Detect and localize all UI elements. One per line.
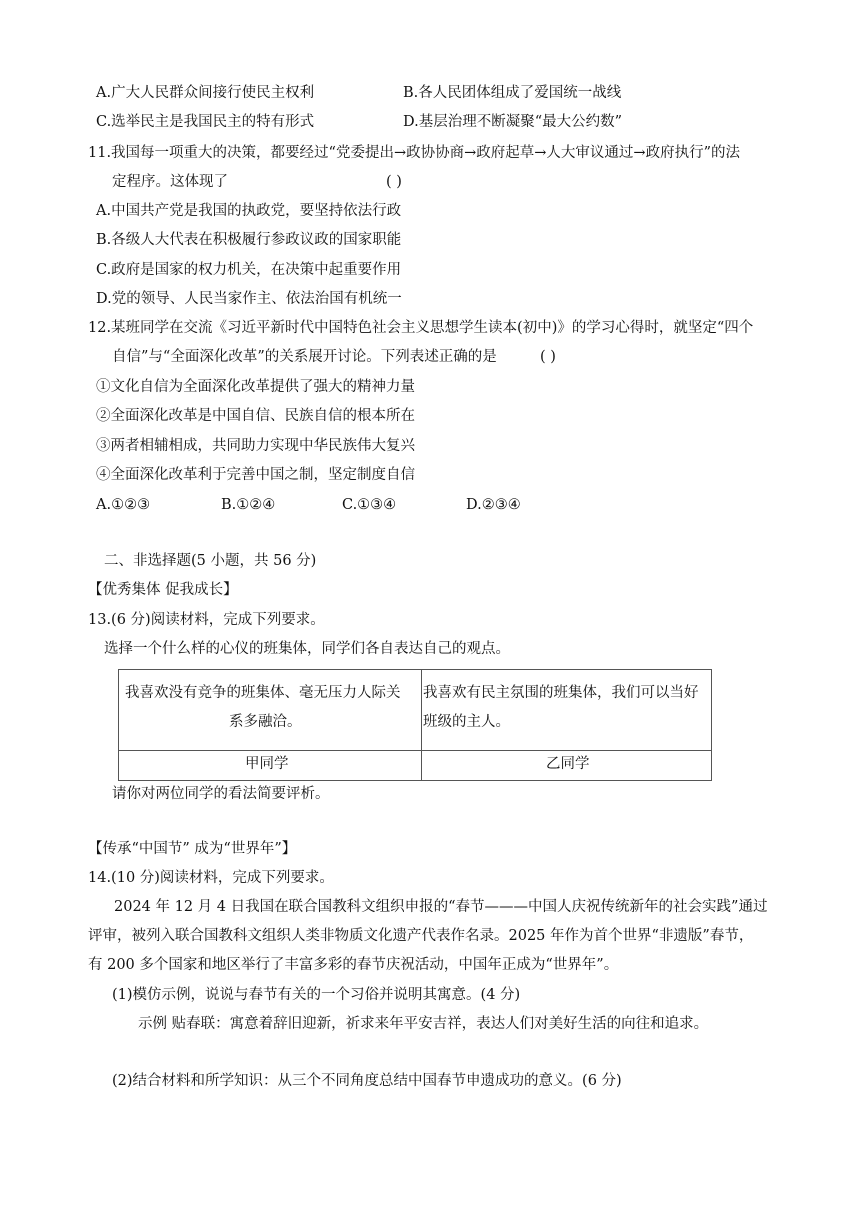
q12-answer-bracket: ( ) — [540, 349, 556, 365]
q11-stem-line1: 11.我国每一项重大的决策，都要经过“党委提出→政协协商→政府起草→人大审议通过→政府执行”的法 — [88, 145, 740, 161]
q11-option-c: C.政府是国家的权力机关，在决策中起重要作用 — [96, 262, 402, 278]
q10-option-d: D.基层治理不断凝聚“最大公约数” — [403, 114, 623, 130]
q12-statement-2: ②全面深化改革是中国自信、民族自信的根本所在 — [96, 408, 415, 424]
q12-option-b: B.①②④ — [221, 497, 276, 513]
q14-material-line2: 评审，被列入联合国教科文组织人类非物质文化遗产代表作名录。2025 年作为首个世界“非遗版”春节， — [88, 928, 754, 944]
q14-material-line3: 有 200 多个国家和地区举行了丰富多彩的春节庆祝活动，中国年正成为“世界年”。 — [88, 957, 619, 973]
table-cell-student-jia: 甲同学 — [245, 756, 289, 772]
topic-heading-collective: 【优秀集体 促我成长】 — [88, 582, 238, 598]
q12-stem-line2: 自信”与“全面深化改革”的关系展开讨论。下列表述正确的是 — [112, 349, 497, 365]
table-divider-horizontal — [119, 750, 711, 751]
q11-option-a: A.中国共产党是我国的执政党，要坚持依法行政 — [96, 203, 402, 219]
q13-stem: 13.(6 分)阅读材料，完成下列要求。 — [88, 612, 325, 628]
table-cell-right-line1: 我喜欢有民主氛围的班集体，我们可以当好 — [423, 685, 699, 701]
q12-option-c: C.①③④ — [342, 497, 397, 513]
table-cell-left-line2: 系多融洽。 — [229, 714, 302, 730]
q13-ask: 请你对两位同学的看法简要评析。 — [112, 786, 330, 802]
q12-stem-line1: 12.某班同学在交流《习近平新时代中国特色社会主义思想学生读本(初中)》的学习心得时，就坚定“四个 — [88, 320, 754, 336]
table-cell-left-line1: 我喜欢没有竞争的班集体、毫无压力人际关 — [125, 685, 401, 701]
topic-heading-spring-festival: 【传承“中国节” 成为“世界年”】 — [88, 841, 297, 857]
q10-option-c: C.选举民主是我国民主的特有形式 — [96, 114, 315, 130]
q14-example: 示例 贴春联：寓意着辞旧迎新，祈求来年平安吉祥，表达人们对美好生活的向往和追求。 — [138, 1016, 709, 1032]
table-cell-right-line2: 班级的主人。 — [423, 714, 510, 730]
q11-stem-line2: 定程序。这体现了 — [112, 174, 228, 190]
q11-option-b: B.各级人大代表在积极履行参政议政的国家职能 — [96, 232, 402, 248]
q12-option-d: D.②③④ — [466, 497, 521, 513]
q12-statement-3: ③两者相辅相成，共同助力实现中华民族伟大复兴 — [96, 438, 415, 454]
q12-statement-1: ①文化自信为全面深化改革提供了强大的精神力量 — [96, 379, 415, 395]
q10-option-b: B.各人民团体组成了爱国统一战线 — [403, 85, 622, 101]
q14-material-line1: 2024 年 12 月 4 日我国在联合国教科文组织申报的“春节———中国人庆祝传统新年的社会实践”通过 — [114, 899, 768, 915]
q13-intro: 选择一个什么样的心仪的班集体，同学们各自表达自己的观点。 — [104, 641, 510, 657]
q14-stem: 14.(10 分)阅读材料，完成下列要求。 — [88, 870, 334, 886]
q10-option-a: A.广大人民群众间接行使民主权利 — [96, 85, 315, 101]
section-heading: 二、非选择题(5 小题，共 56 分) — [104, 553, 317, 569]
q13-opinion-table — [118, 669, 712, 781]
q12-option-a: A.①②③ — [96, 497, 151, 513]
q14-subquestion-2: (2)结合材料和所学知识：从三个不同角度总结中国春节申遗成功的意义。(6 分) — [112, 1073, 622, 1089]
q14-subquestion-1: (1)模仿示例，说说与春节有关的一个习俗并说明其寓意。(4 分) — [112, 987, 521, 1003]
table-divider-vertical — [421, 670, 422, 780]
table-cell-student-yi: 乙同学 — [546, 756, 590, 772]
q11-option-d: D.党的领导、人民当家作主、依法治国有机统一 — [96, 291, 402, 307]
q11-answer-bracket: ( ) — [386, 174, 402, 190]
q12-statement-4: ④全面深化改革利于完善中国之制，坚定制度自信 — [96, 467, 415, 483]
